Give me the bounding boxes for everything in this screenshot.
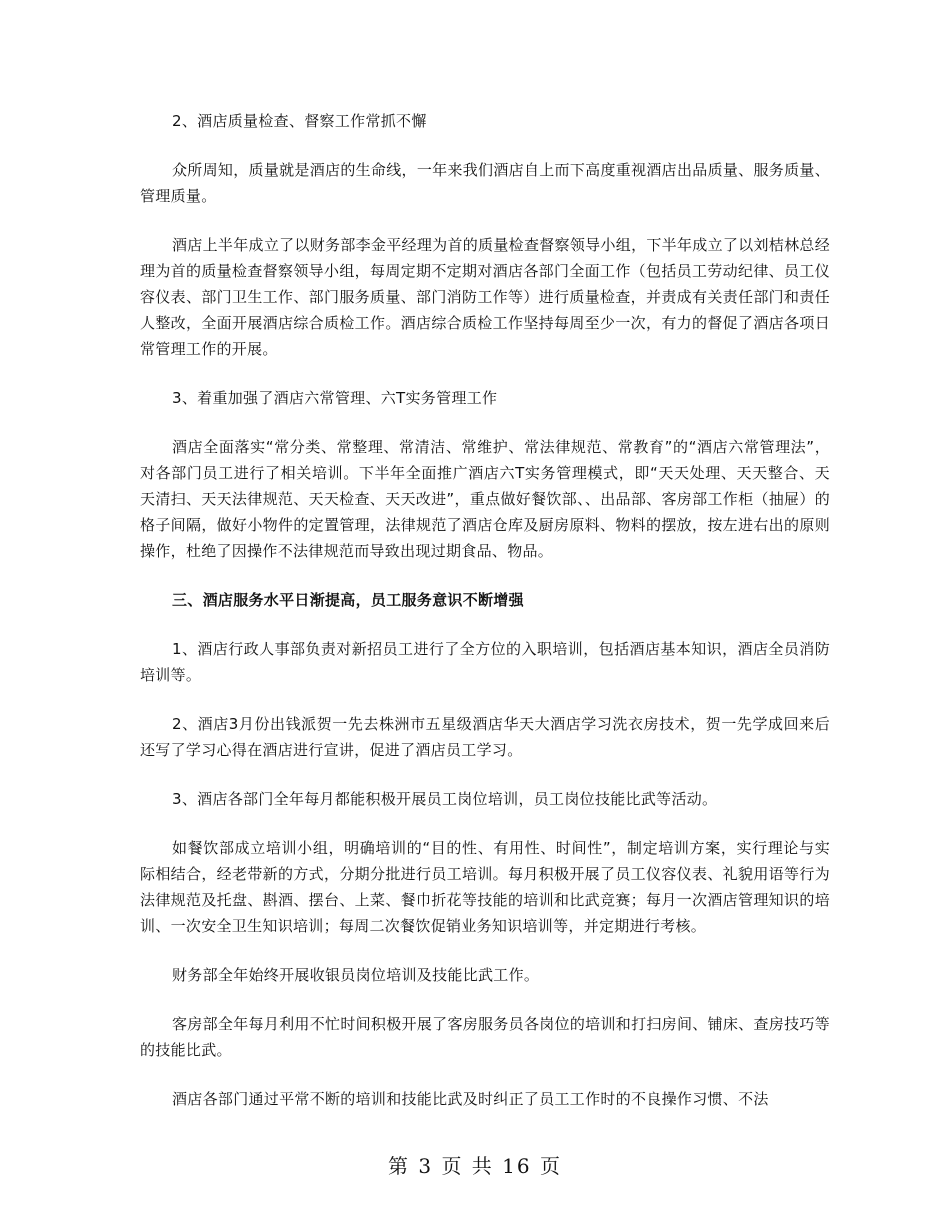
- paragraph: 1、酒店行政人事部负责对新招员工进行了全方位的入职培训，包括酒店基本知识，酒店全员消防培训等。: [140, 640, 830, 684]
- page-number-footer: 第 3 页 共 16 页: [388, 1154, 562, 1178]
- section-heading: 三、酒店服务水平日渐提高，员工服务意识不断增强: [172, 591, 524, 609]
- paragraph: 酒店上半年成立了以财务部李金平经理为首的质量检查督察领导小组，下半年成立了以刘桔林总经理为首的质量检查督察领导小组，每周定期不定期对酒店各部门全面工作（包括员工劳动纪律、员工仪容仪表、部门卫生工作、部门服务质量、部门消防工作等）进行质量检查，并责成有关责任部门和责任人整改，全面开展酒店综合质检工作。酒店综合质检工作坚持每周至少一次，有力的督促了酒店各项日常管理工作的开展。: [140, 236, 830, 358]
- paragraph: 2、酒店质量检查、督察工作常抓不懈: [172, 112, 427, 130]
- paragraph: 客房部全年每月利用不忙时间积极开展了客房服务员各岗位的培训和打扫房间、铺床、查房技巧等的技能比武。: [140, 1015, 830, 1059]
- paragraph: 酒店全面落实“常分类、常整理、常清洁、常维护、常法律规范、常教育”的“酒店六常管理法”，对各部门员工进行了相关培训。下半年全面推广酒店六T实务管理模式，即“天天处理、天天整合、天天清扫、天天法律规范、天天检查、天天改进”，重点做好餐饮部、、出品部、客房部工作柜（抽屉）的格子间隔，做好小物件的定置管理，法律规范了酒店仓库及厨房原料、物料的摆放，按左进右出的原则操作，杜绝了因操作不法律规范而导致出现过期食品、物品。: [140, 438, 830, 560]
- paragraph: 3、着重加强了酒店六常管理、六T实务管理工作: [172, 389, 498, 407]
- paragraph: 财务部全年始终开展收银员岗位培训及技能比武工作。: [172, 966, 540, 984]
- paragraph: 酒店各部门通过平常不断的培训和技能比武及时纠正了员工工作时的不良操作习惯、不法: [172, 1090, 769, 1108]
- paragraph: 如餐饮部成立培训小组，明确培训的“目的性、有用性、时间性”，制定培训方案，实行理论与实际相结合，经老带新的方式，分期分批进行员工培训。每月积极开展了员工仪容仪表、礼貌用语等行为法律规范及托盘、斟酒、摆台、上菜、餐巾折花等技能的培训和比武竞赛；每月一次酒店管理知识的培训、一次安全卫生知识培训；每周二次餐饮促销业务知识培训等，并定期进行考核。: [140, 839, 830, 935]
- paragraph: 2、酒店3月份出钱派贺一先去株洲市五星级酒店华天大酒店学习洗衣房技术，贺一先学成回来后还写了学习心得在酒店进行宣讲，促进了酒店员工学习。: [140, 715, 830, 759]
- paragraph: 众所周知，质量就是酒店的生命线，一年来我们酒店自上而下高度重视酒店出品质量、服务质量、管理质量。: [140, 161, 830, 205]
- paragraph: 3、酒店各部门全年每月都能积极开展员工岗位培训，员工岗位技能比武等活动。: [172, 790, 718, 808]
- document-body: [140, 108, 830, 1135]
